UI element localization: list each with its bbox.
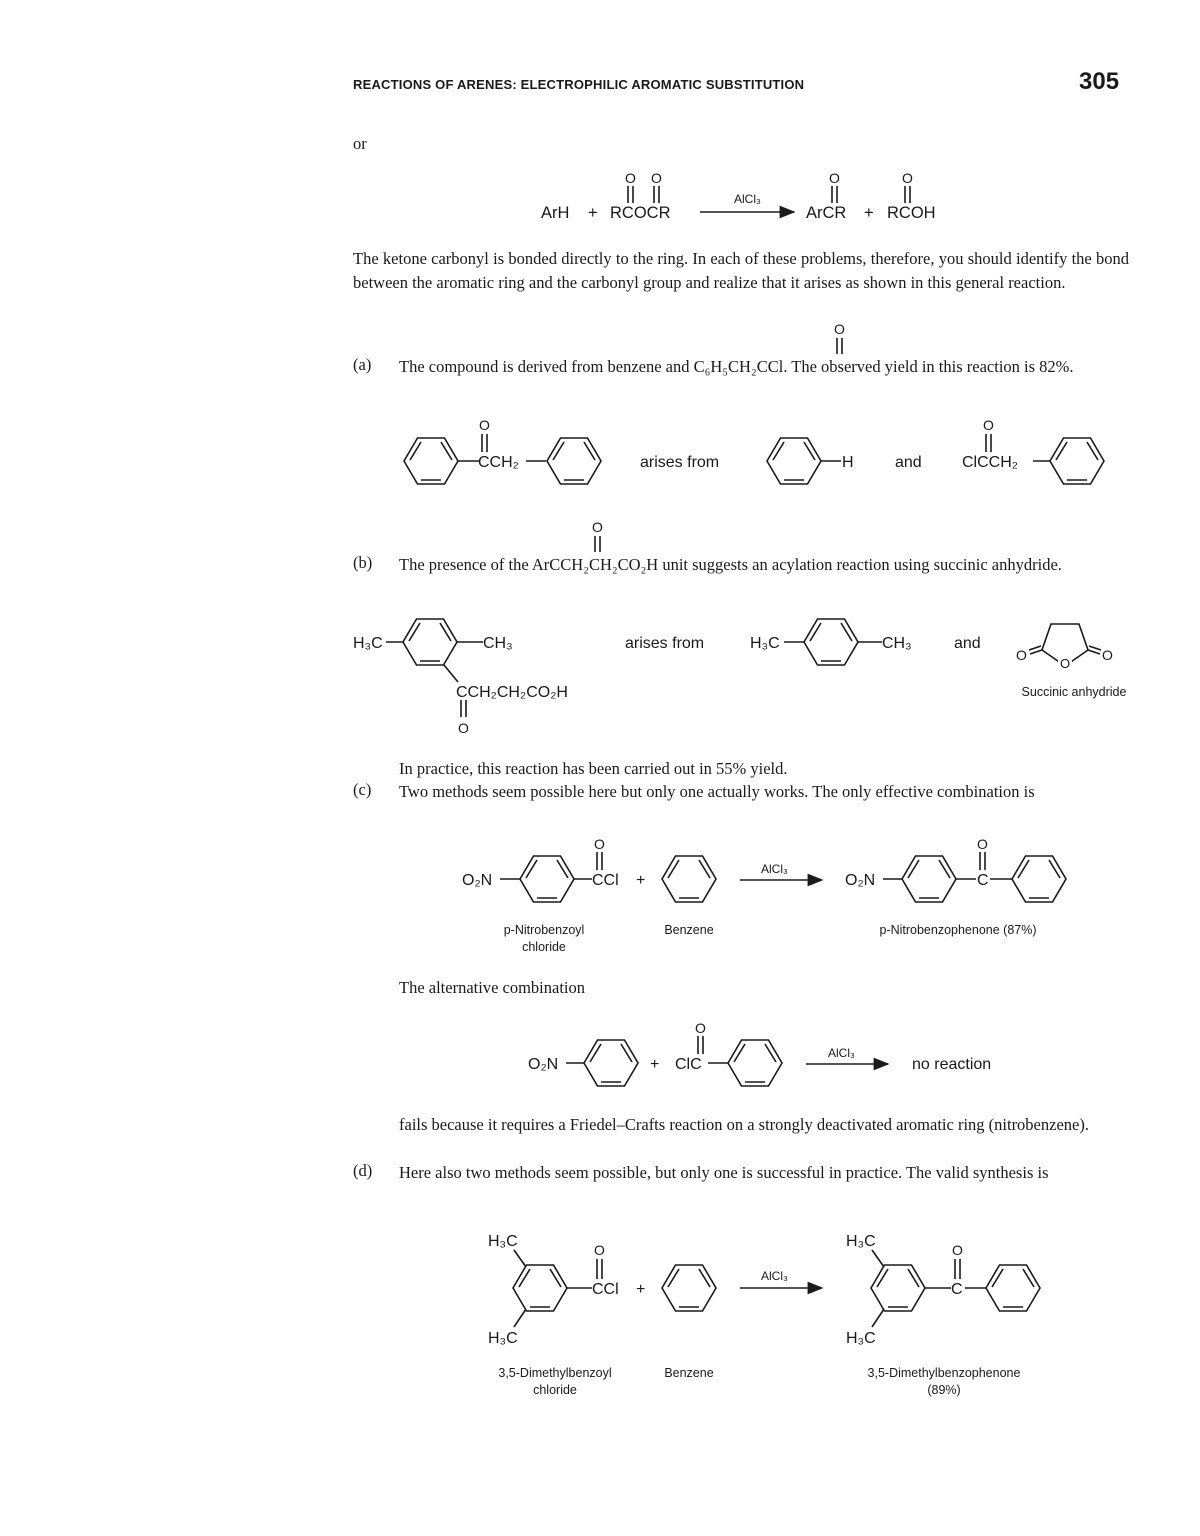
- catalyst-label: AlCl₃: [734, 192, 761, 206]
- product-acid: RCOH: [887, 204, 936, 222]
- part-a-reagent-carbonyl: [834, 321, 845, 354]
- benzene-ring: [986, 1265, 1040, 1311]
- nitro-group: O₂N: [845, 872, 876, 889]
- catalyst-label: AlCl₃: [761, 1269, 788, 1283]
- reagent-caption: 3,5-Dimethylbenzoyl chloride: [498, 1366, 612, 1397]
- part-b-text-pre: The presence of the: [399, 555, 532, 574]
- fails-text: fails because it requires a Friedel–Crafts reaction on a strongly deactivated aromatic ring (nitrobenzene).: [399, 1115, 1089, 1134]
- and-label: and: [895, 454, 922, 471]
- catalyst-label: AlCl₃: [761, 862, 788, 876]
- carbonyl-oxygen: O: [651, 170, 662, 186]
- carbonyl-oxygen: O: [952, 1242, 963, 1258]
- part-c-label: (c): [353, 780, 372, 799]
- benzene-ring: [902, 856, 956, 902]
- methyl-group: H₃C: [750, 635, 780, 652]
- keto-acid-chain: CCH₂CH₂CO₂H: [456, 684, 568, 701]
- benzene-ring: [662, 856, 716, 902]
- carbonyl-oxygen: O: [977, 836, 988, 852]
- benzene-ring: [1012, 856, 1066, 902]
- xylene-ring: [403, 619, 457, 665]
- catalyst-label: AlCl₃: [828, 1046, 855, 1060]
- part-c-scheme: [462, 836, 1066, 902]
- plus-sign: +: [636, 872, 646, 889]
- acyl-chloride-label: ClCCH₂: [962, 454, 1018, 471]
- nitro-group: O₂N: [528, 1056, 559, 1073]
- benzene-ring: [1050, 438, 1104, 484]
- no-reaction-label: no reaction: [912, 1056, 992, 1073]
- methyl-group: H₃C: [488, 1330, 518, 1347]
- carbonyl-oxygen: O: [695, 1020, 706, 1036]
- part-a-text-pre: The compound is derived from benzene and: [399, 357, 694, 376]
- p-xylene-ring: [804, 619, 858, 665]
- part-d-text: Here also two methods seem possible, but only one is successful in practice. The valid synthesis is: [399, 1163, 1049, 1182]
- benzene-ring: [767, 438, 821, 484]
- benzene-caption: Benzene: [664, 923, 714, 937]
- intro-paragraph: The ketone carbonyl is bonded directly to the ring. In each of these problems, therefore, you should identify the bond between the aromatic ring and the carbonyl group and realize that it arises as shown in this general reaction.: [353, 249, 1129, 292]
- benzene-ring: [404, 438, 458, 484]
- dimethylbenzene-ring: [513, 1265, 567, 1311]
- carbonyl-oxygen: O: [594, 836, 605, 852]
- part-b-scheme: [353, 619, 1113, 736]
- plus-sign: +: [864, 204, 874, 222]
- acyl-chloride: ClC: [675, 1056, 702, 1073]
- part-b-text-post: unit suggests an acylation reaction using succinic anhydride.: [658, 555, 1062, 574]
- part-b-practice: In practice, this reaction has been carried out in 55% yield.: [399, 759, 788, 778]
- page-number: 305: [1079, 68, 1120, 95]
- benzene-ring: [662, 1265, 716, 1311]
- part-a-reagent: C₆H₅CH₂CCl: [693, 357, 784, 376]
- part-a-text-post: . The observed yield in this reaction is 82%.: [783, 357, 1074, 376]
- part-a-scheme: [404, 417, 1104, 484]
- part-d-scheme: [488, 1233, 1040, 1347]
- succinic-anhydride-caption: Succinic anhydride: [1021, 685, 1127, 699]
- product-ketone: ArCR: [806, 204, 847, 222]
- intro-word: or: [353, 134, 367, 153]
- ketone-bridge: CCH₂: [478, 454, 519, 471]
- alternative-text: The alternative combination: [399, 978, 586, 997]
- carbonyl-oxygen: O: [625, 170, 636, 186]
- methyl-group: CH₃: [483, 635, 513, 652]
- plus-sign: +: [636, 1281, 646, 1298]
- carbonyl-oxygen: O: [458, 720, 469, 736]
- carbonyl-oxygen: O: [834, 321, 845, 337]
- nitrobenzene-ring: [584, 1040, 638, 1086]
- methyl-group: H₃C: [488, 1233, 518, 1250]
- reactant-anhydride: RCOCR: [610, 204, 671, 222]
- carbonyl-oxygen: O: [1102, 647, 1113, 663]
- acyl-chloride: CCl: [592, 1281, 619, 1298]
- reagent-caption: p-Nitrobenzoyl chloride: [503, 923, 585, 954]
- methyl-group: CH₃: [882, 635, 912, 652]
- part-b-unit-carbonyl: [592, 519, 603, 552]
- carbonyl-oxygen: O: [902, 170, 913, 186]
- succinic-anhydride-structure: [1016, 624, 1113, 671]
- part-b-text: [399, 553, 1129, 577]
- methyl-group: H₃C: [353, 635, 383, 652]
- part-a-label: (a): [353, 355, 372, 374]
- methyl-group: H₃C: [846, 1330, 876, 1347]
- part-a-text: [399, 355, 1129, 379]
- benzene-ring: [547, 438, 601, 484]
- product-caption: 3,5-Dimethylbenzophenone (89%): [867, 1366, 1021, 1397]
- nitro-group: O₂N: [462, 872, 493, 889]
- and-label: and: [954, 635, 981, 652]
- methyl-group: H₃C: [846, 1233, 876, 1250]
- carbonyl-oxygen: O: [983, 417, 994, 433]
- product-caption: p-Nitrobenzophenone (87%): [879, 923, 1037, 937]
- running-header: REACTIONS OF ARENES: ELECTROPHILIC AROMATIC SUBSTITUTION: [353, 77, 805, 92]
- carbonyl-oxygen: O: [1016, 647, 1027, 663]
- carbonyl-carbon: C: [951, 1281, 963, 1298]
- carbonyl-oxygen: O: [592, 519, 603, 535]
- part-c-text: Two methods seem possible here but only one actually works. The only effective combination is: [399, 782, 1035, 801]
- part-b-unit: ArCCH₂CH₂CO₂H: [531, 555, 659, 574]
- part-b-label: (b): [353, 553, 373, 572]
- ring-oxygen: O: [1060, 656, 1071, 671]
- benzene-caption: Benzene: [664, 1366, 714, 1380]
- carbonyl-oxygen: O: [829, 170, 840, 186]
- part-d-label: (d): [353, 1161, 373, 1180]
- carbonyl-carbon: C: [977, 872, 989, 889]
- arises-from-label: arises from: [640, 454, 720, 471]
- benzene-ring: [520, 856, 574, 902]
- benzene-ring: [728, 1040, 782, 1086]
- dimethylbenzophenone-ring: [871, 1265, 925, 1311]
- plus-sign: +: [588, 204, 598, 222]
- part-c-alternative-scheme: [528, 1020, 991, 1086]
- reactant-arh: ArH: [541, 204, 570, 222]
- hydrogen-atom: H: [842, 454, 854, 471]
- carbonyl-oxygen: O: [479, 417, 490, 433]
- plus-sign: +: [650, 1056, 660, 1073]
- carbonyl-oxygen: O: [594, 1242, 605, 1258]
- arises-from-label: arises from: [625, 635, 705, 652]
- general-reaction: [541, 170, 936, 222]
- acyl-chloride: CCl: [592, 872, 619, 889]
